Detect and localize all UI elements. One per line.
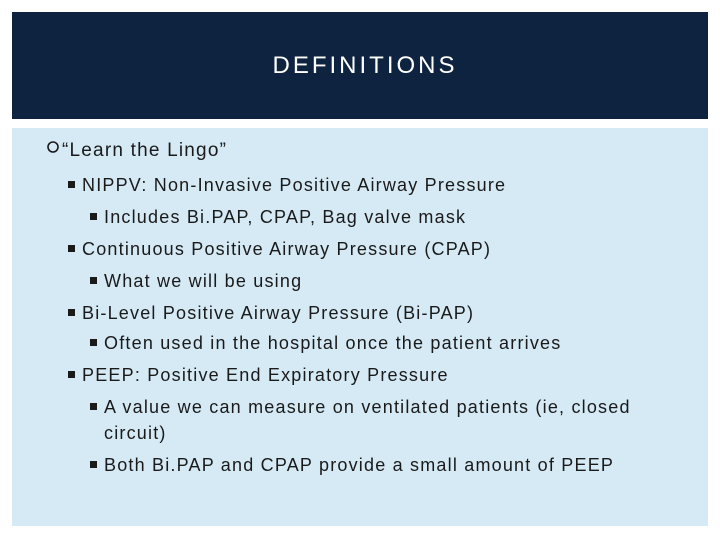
square-bullet-icon <box>68 371 75 378</box>
title-bar <box>12 12 708 119</box>
hollow-circle-bullet-icon <box>46 136 60 162</box>
square-bullet-icon <box>68 245 75 252</box>
bullet-text: Both Bi.PAP and CPAP provide a small amount of PEEP <box>104 455 615 475</box>
bullet-text: NIPPV: Non-Invasive Positive Airway Pressure <box>82 175 507 195</box>
bullet-text: “Learn the Lingo” <box>62 140 228 162</box>
bullet-text: PEEP: Positive End Expiratory Pressure <box>82 365 449 385</box>
bullet-item-level3 <box>90 330 561 356</box>
slide-title: DEFINITIONS <box>272 51 458 79</box>
square-bullet-icon <box>68 309 75 316</box>
bullet-text: Bi-Level Positive Airway Pressure (Bi-PAP) <box>82 303 475 323</box>
bullet-text: Continuous Positive Airway Pressure (CPAP) <box>82 239 492 259</box>
bullet-text: Often used in the hospital once the patient arrives <box>104 333 562 353</box>
square-bullet-icon <box>90 213 97 220</box>
bullet-item-level1 <box>46 138 227 164</box>
bullet-text: What we will be using <box>104 271 303 291</box>
bullet-item-level3 <box>90 204 466 230</box>
bullet-text: A value we can measure on ventilated patients (ie, closed circuit) <box>104 397 631 443</box>
square-bullet-icon <box>90 277 97 284</box>
bullet-item-level3 <box>90 394 690 446</box>
bullet-item-level3 <box>90 268 302 294</box>
bullet-item-level2 <box>68 236 491 262</box>
content-area <box>12 128 708 526</box>
square-bullet-icon <box>90 339 97 346</box>
square-bullet-icon <box>68 181 75 188</box>
bullet-item-level2 <box>68 300 474 326</box>
square-bullet-icon <box>90 461 97 468</box>
bullet-item-level3 <box>90 452 614 478</box>
bullet-text: Includes Bi.PAP, CPAP, Bag valve mask <box>104 207 467 227</box>
square-bullet-icon <box>90 403 97 410</box>
bullet-item-level2 <box>68 362 449 388</box>
bullet-item-level2 <box>68 172 506 198</box>
